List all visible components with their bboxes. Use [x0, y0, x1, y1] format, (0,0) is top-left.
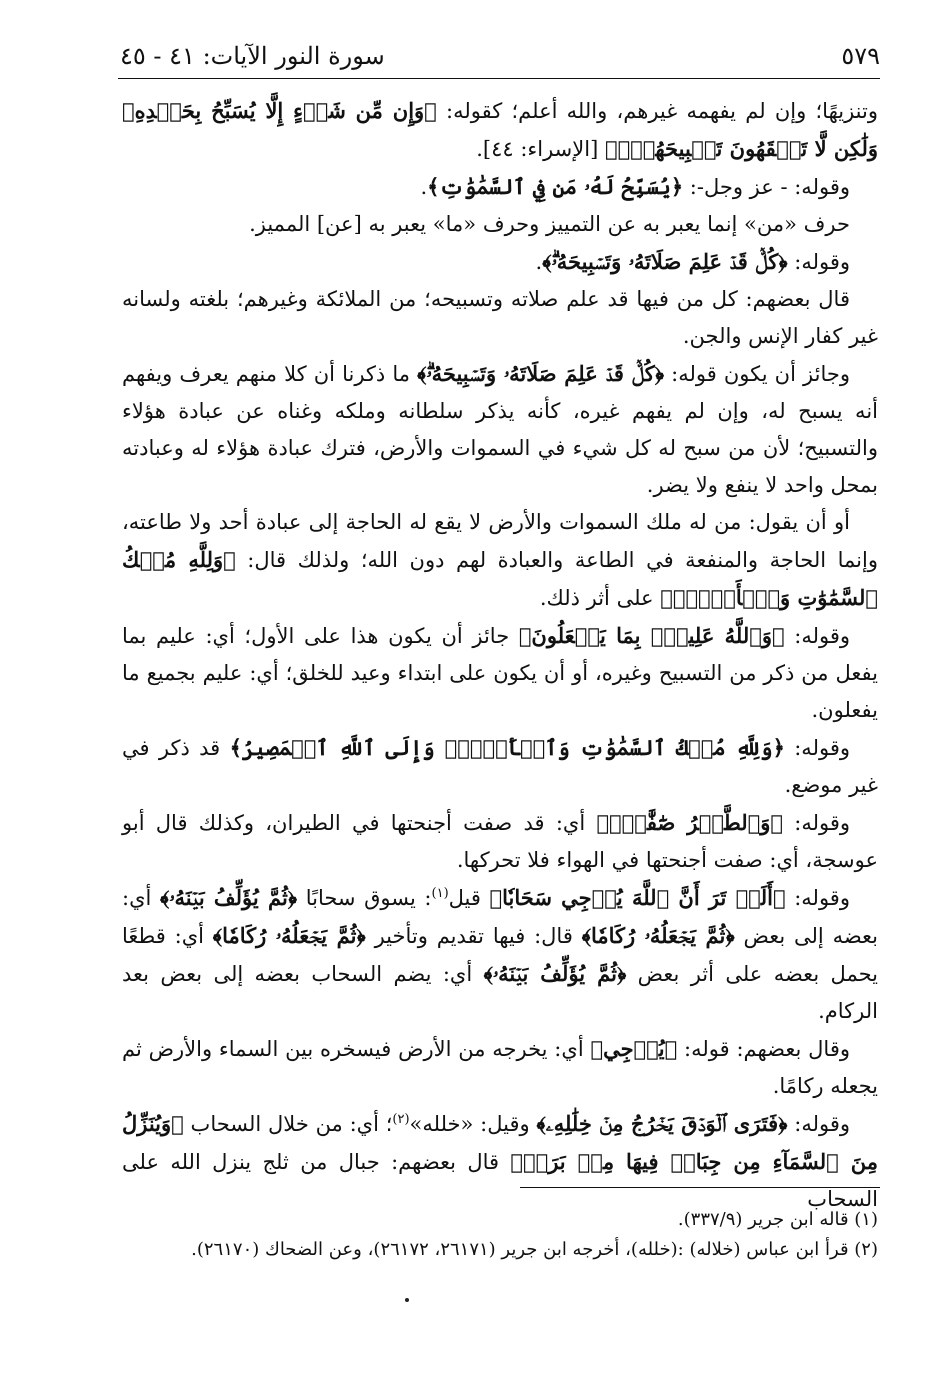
text-run: قال: فيها تقديم وتأخير	[365, 924, 582, 948]
text-run: وقوله:	[784, 736, 850, 760]
paragraph	[122, 92, 878, 168]
text-run: [الإسراء: ٤٤].	[476, 137, 605, 161]
text-run: وقوله: - عز وجل-:	[683, 175, 850, 199]
paragraph	[122, 879, 878, 1030]
running-title: سورة النور الآيات: ٤١ - ٤٥	[120, 42, 385, 70]
text-run: قيل	[448, 886, 490, 910]
footnote-ref: (٢)	[392, 1112, 410, 1127]
text-run: .	[420, 175, 428, 199]
text-run: وتنزيهًا؛ وإن لم يفهمه غيرهم، والله أعلم؛ كقوله:	[436, 99, 879, 123]
quran-quote: ﴿ثُمَّ يَجۡعَلُهُۥ رُكَامٗا﴾	[212, 923, 366, 948]
text-run: ؛ أي: من خلال السحاب	[183, 1112, 393, 1136]
text-run: جائز أن يكون هذا على الأول؛ أي: عليم بما يفعل من ذكر من التسبيح وغيره، أو أن يكون على ابتداء وعيد للخلق؛ أي: عليم بجميع ما يفعلون.	[122, 624, 878, 722]
text-run: على أثر ذلك.	[539, 586, 661, 610]
paragraph	[122, 206, 878, 243]
header-divider	[118, 78, 880, 79]
text-run: قال بعضهم: جبال من ثلج ينزل الله على السحاب	[122, 1150, 878, 1211]
page-number: ٥٧٩	[841, 42, 880, 70]
text-run: قد ذكر في غير موضع.	[122, 736, 878, 797]
quran-quote: ﴿أَلَمۡ تَرَ أَنَّ ٱللَّهَ يُزۡجِي سَحَابٗا﴾	[489, 885, 786, 910]
paragraph	[122, 281, 878, 355]
text-run: وقوله:	[785, 886, 850, 910]
page-mark	[405, 1298, 409, 1302]
main-text	[122, 92, 878, 1218]
text-run: وقوله:	[787, 250, 850, 274]
footnote-ref: (١)	[431, 886, 449, 901]
paragraph	[122, 504, 878, 617]
quran-quote: ﴿ثُمَّ يُؤَلِّفُ بَيۡنَهُۥ﴾	[159, 885, 298, 910]
quran-quote: ﴿ثُمَّ يُؤَلِّفُ بَيۡنَهُۥ﴾	[483, 961, 627, 986]
text-run: وقال بعضهم: قوله:	[677, 1037, 850, 1061]
text-run: أي: قد صفت أجنحتها في الطيران، وكذلك قال أبو عوسجة، أي: صفت أجنحتها في الهواء فلا تحركها.	[122, 811, 878, 872]
quran-quote: ﴿وَلِلَّهِ مُلۡكُ ٱلسَّمَٰوَٰتِ وَٱلۡأَرۡضِۖ﴾	[122, 547, 878, 610]
paragraph	[122, 355, 878, 504]
text-run: أي: قطعًا يحمل بعضه على أثر بعض	[122, 924, 878, 986]
text-run: وقوله:	[784, 624, 851, 648]
footnotes	[122, 1205, 878, 1265]
footnote-1: (١) قاله ابن جرير (٣٣٧/٩).	[677, 1209, 878, 1230]
quran-quote: ﴿ثُمَّ يَجۡعَلُهُۥ رُكَامٗا﴾	[581, 923, 735, 948]
text-run: أي: يضم السحاب بعضه إلى بعض بعد الركام.	[122, 962, 878, 1023]
text-run: أي: بعضه إلى بعض	[122, 886, 879, 948]
text-run: .	[535, 250, 543, 274]
quran-quote: ﴿وَيُنَزِّلُ مِنَ ٱلسَّمَآءِ مِن جِبَالٖ فِيهَا مِنۢ بَرَدٖ﴾	[122, 1111, 878, 1174]
text-run: أو أن يقول: من له ملك السموات والأرض لا يقع له الحاجة إلى عبادة أحد ولا طاعته، وإنما الحاجة والمنفعة في الطاعة والعبادة لهم دون الله؛ ولذلك قال:	[122, 510, 878, 572]
quran-quote: ﴿فَتَرَى ٱلۡوَدۡقَ يَخۡرُجُ مِنۡ خِلَٰلِهِۦ﴾	[536, 1111, 788, 1136]
quran-quote: ﴿وَٱللَّهُ عَلِيمُۢ بِمَا يَفۡعَلُونَ﴾	[518, 623, 785, 648]
quran-quote: ﴿وَٱلطَّيۡرُ صَٰٓفَّٰتٖۖ﴾	[596, 810, 783, 835]
text-run: وقيل: «خلله»	[409, 1112, 537, 1136]
text-run: قال بعضهم: كل من فيها قد علم صلاته وتسبيحه؛ من الملائكة وغيرهم؛ بلغته ولسانه غير كفار الإنس والجن.	[122, 287, 878, 348]
paragraph	[122, 243, 878, 281]
footnote-2: (٢) قرأ ابن عباس (خلاله) :(خلله)، أخرجه ابن جرير (٢٦١٧١، ٢٦١٧٢)، وعن الضحاك (٢٦١٧٠).	[191, 1239, 878, 1260]
paragraph	[122, 168, 878, 206]
paragraph	[122, 617, 878, 729]
text-run: وقوله:	[787, 1112, 851, 1136]
paragraph	[122, 1105, 878, 1218]
text-run: وجائز أن يكون قوله:	[664, 362, 850, 386]
text-run: : يسوق سحابًا	[297, 886, 432, 910]
text-run: أي: يخرجه من الأرض فيسخره بين السماء والأرض ثم يجعله ركامًا.	[122, 1037, 878, 1098]
quran-quote: ﴿كُلّٞ قَدۡ عَلِمَ صَلَاتَهُۥ وَتَسۡبِيحَهُۥۗ﴾	[417, 361, 665, 386]
quran-quote: ﴿كُلّٞ قَدۡ عَلِمَ صَلَاتَهُۥ وَتَسۡبِيحَهُۥۗ﴾	[542, 249, 788, 274]
page-header	[120, 30, 880, 70]
quran-quote: ﴿يُسَبِّحُ لَهُۥ مَن فِي ٱلسَّمَٰوَٰتِ﴾	[427, 174, 684, 199]
footnote-divider	[520, 1187, 880, 1188]
quran-quote: ﴿وَلِلَّهِ مُلۡكُ ٱلسَّمَٰوَٰتِ وَٱلۡأَرۡضِۖ وَإِلَى ٱللَّهِ ٱلۡمَصِيرُ﴾	[229, 735, 785, 760]
text-run: حرف «من» إنما يعبر به عن التمييز وحرف «ما» يعبر به [عن] المميز.	[249, 212, 850, 236]
quran-quote: ﴿وَإِن مِّن شَيۡءٍ إِلَّا يُسَبِّحُ بِحَمۡدِهِۦ وَلَٰكِن لَّا تَفۡقَهُونَ تَسۡبِيحَهُمۡۚ﴾	[122, 98, 878, 161]
paragraph	[122, 804, 878, 879]
paragraph	[122, 729, 878, 804]
paragraph	[122, 1030, 878, 1105]
quran-quote: ﴿يُزۡجِي﴾	[590, 1036, 678, 1061]
text-run: ما ذكرنا أن كلا منهم يعرف ويفهم أنه يسبح له، وإن لم يفهم غيره، كأنه يذكر سلطانه وملكه وغناه عن عبادة هؤلاء والتسبيح؛ لأن من سبح له كل شيء في السموات والأرض، فترك عبادة هؤلاء له وعبادته بمحل واحد لا ينفع ولا يضر.	[122, 362, 878, 497]
text-run: وقوله:	[782, 811, 851, 835]
